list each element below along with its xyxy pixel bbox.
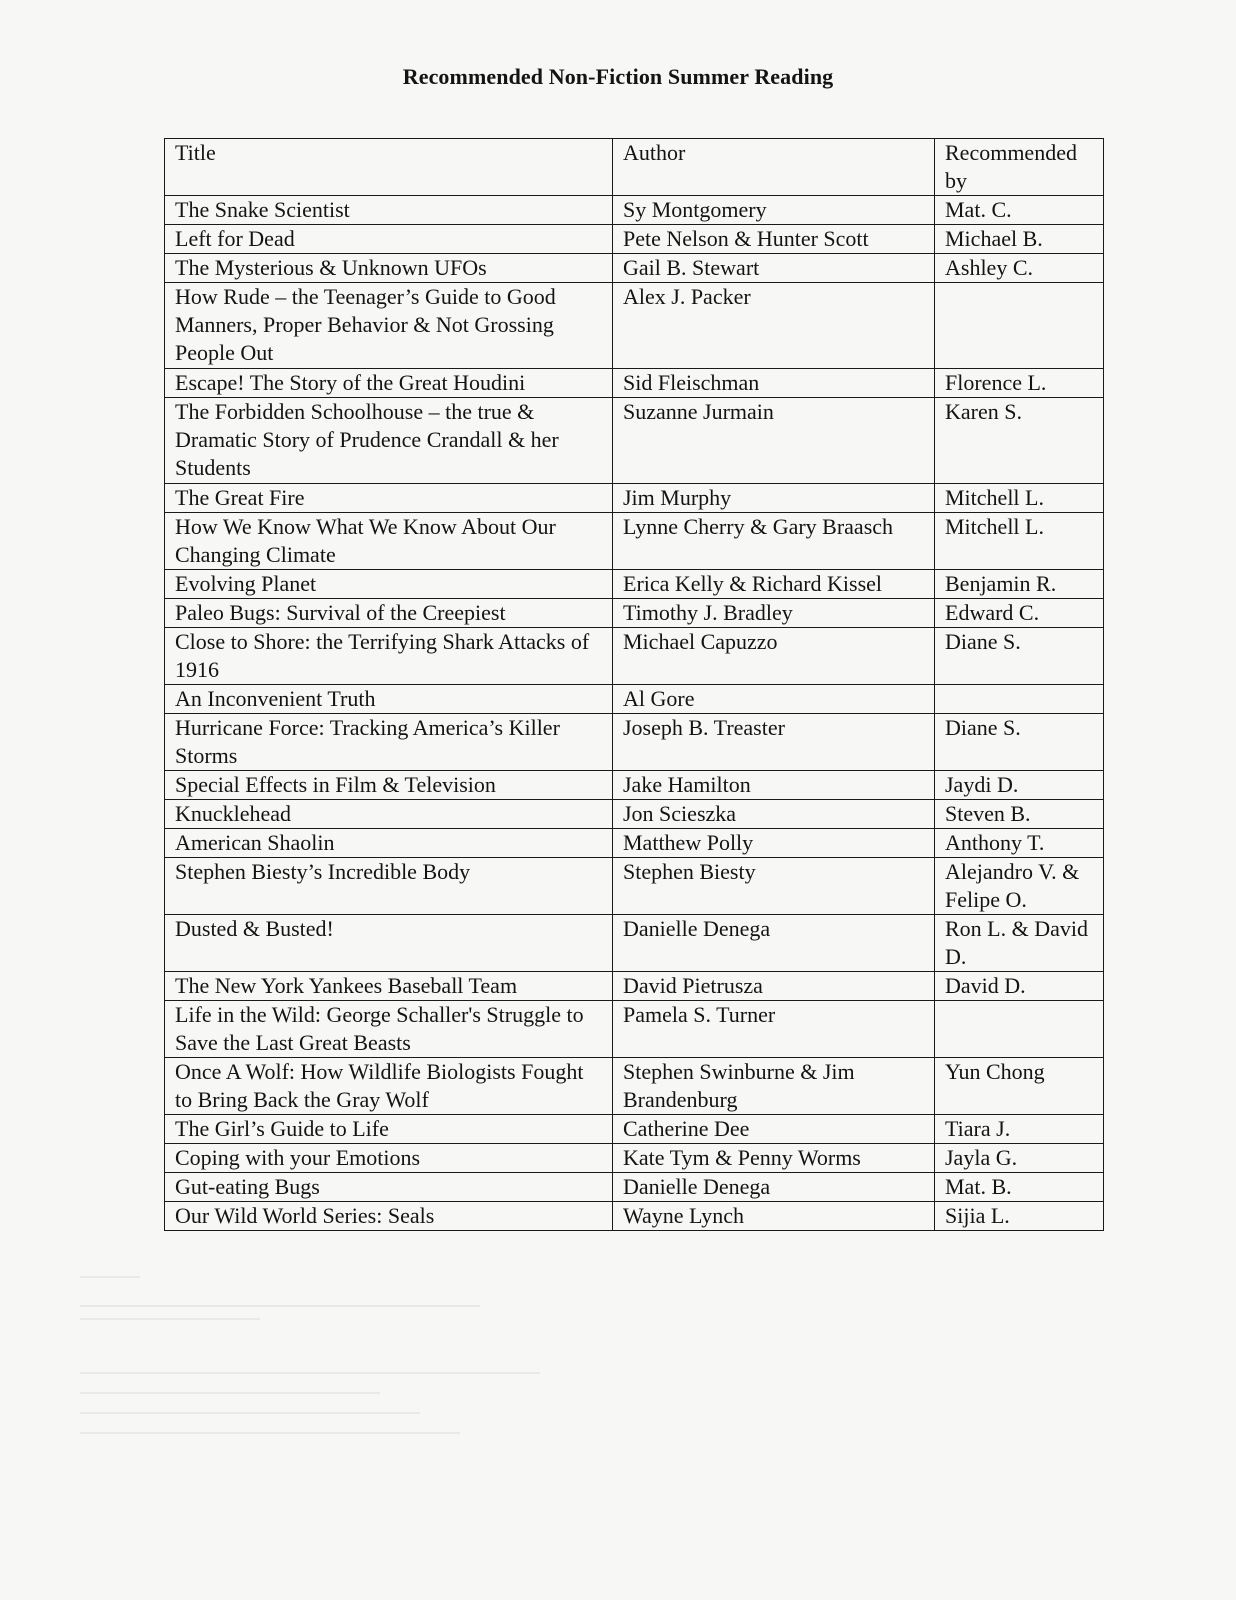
book-title: Our Wild World Series: Seals	[165, 1202, 613, 1231]
table-row	[165, 858, 1104, 915]
book-title: Life in the Wild: George Schaller's Struggle to Save the Last Great Beasts	[165, 1001, 613, 1058]
show-through-mark	[80, 1412, 420, 1414]
table-row	[165, 1001, 1104, 1058]
table-row	[165, 225, 1104, 254]
book-author: Stephen Biesty	[613, 858, 935, 915]
book-author: Stephen Swinburne & Jim Brandenburg	[613, 1058, 935, 1115]
book-title: Knucklehead	[165, 800, 613, 829]
table-row	[165, 915, 1104, 972]
page-title: Recommended Non-Fiction Summer Reading	[402, 64, 834, 89]
recommended-by: Mat. B.	[935, 1173, 1104, 1202]
book-author: Kate Tym & Penny Worms	[613, 1144, 935, 1173]
table-row	[165, 1173, 1104, 1202]
book-title: The Girl’s Guide to Life	[165, 1115, 613, 1144]
book-title: Hurricane Force: Tracking America’s Killer Storms	[165, 714, 613, 771]
recommended-by: Tiara J.	[935, 1115, 1104, 1144]
table-row	[165, 1144, 1104, 1173]
table-row	[165, 570, 1104, 599]
recommended-by: Yun Chong	[935, 1058, 1104, 1115]
book-author: Al Gore	[613, 685, 935, 714]
recommended-by: Jaydi D.	[935, 771, 1104, 800]
recommended-by	[935, 283, 1104, 369]
recommended-by: Mitchell L.	[935, 484, 1104, 513]
recommended-by: Florence L.	[935, 369, 1104, 398]
book-author: Joseph B. Treaster	[613, 714, 935, 771]
book-title: American Shaolin	[165, 829, 613, 858]
book-author: David Pietrusza	[613, 972, 935, 1001]
book-author: Jake Hamilton	[613, 771, 935, 800]
book-title: The Great Fire	[165, 484, 613, 513]
table-row	[165, 513, 1104, 570]
header-recommended: Recommended by	[935, 139, 1104, 196]
book-title: The Snake Scientist	[165, 196, 613, 225]
book-author: Wayne Lynch	[613, 1202, 935, 1231]
reading-list-table	[164, 138, 1104, 1231]
book-title: How Rude – the Teenager’s Guide to Good Manners, Proper Behavior & Not Grossing People Out	[165, 283, 613, 369]
book-title: An Inconvenient Truth	[165, 685, 613, 714]
book-title: Special Effects in Film & Television	[165, 771, 613, 800]
book-author: Lynne Cherry & Gary Braasch	[613, 513, 935, 570]
recommended-by: Steven B.	[935, 800, 1104, 829]
recommended-by: David D.	[935, 972, 1104, 1001]
show-through-mark	[80, 1305, 480, 1307]
recommended-by: Jayla G.	[935, 1144, 1104, 1173]
table-row	[165, 196, 1104, 225]
table-row	[165, 254, 1104, 283]
recommended-by: Diane S.	[935, 714, 1104, 771]
table-row	[165, 771, 1104, 800]
book-author: Sid Fleischman	[613, 369, 935, 398]
recommended-by: Benjamin R.	[935, 570, 1104, 599]
show-through-mark	[80, 1318, 260, 1320]
book-title: Close to Shore: the Terrifying Shark Attacks of 1916	[165, 628, 613, 685]
book-author: Michael Capuzzo	[613, 628, 935, 685]
recommended-by: Michael B.	[935, 225, 1104, 254]
book-author: Jon Scieszka	[613, 800, 935, 829]
recommended-by: Ashley C.	[935, 254, 1104, 283]
book-author: Pete Nelson & Hunter Scott	[613, 225, 935, 254]
book-title: The New York Yankees Baseball Team	[165, 972, 613, 1001]
book-title: How We Know What We Know About Our Changing Climate	[165, 513, 613, 570]
recommended-by: Diane S.	[935, 628, 1104, 685]
table-row	[165, 628, 1104, 685]
recommended-by: Karen S.	[935, 398, 1104, 484]
book-title: Paleo Bugs: Survival of the Creepiest	[165, 599, 613, 628]
table-row	[165, 714, 1104, 771]
book-title: The Forbidden Schoolhouse – the true & Dramatic Story of Prudence Crandall & her Students	[165, 398, 613, 484]
book-title: Escape! The Story of the Great Houdini	[165, 369, 613, 398]
recommended-by: Ron L. & David D.	[935, 915, 1104, 972]
book-title: The Mysterious & Unknown UFOs	[165, 254, 613, 283]
show-through-mark	[80, 1392, 380, 1394]
book-title: Coping with your Emotions	[165, 1144, 613, 1173]
book-title: Gut-eating Bugs	[165, 1173, 613, 1202]
recommended-by	[935, 1001, 1104, 1058]
recommended-by: Edward C.	[935, 599, 1104, 628]
show-through-mark	[80, 1372, 540, 1374]
table-row	[165, 829, 1104, 858]
book-author: Sy Montgomery	[613, 196, 935, 225]
table-row	[165, 685, 1104, 714]
recommended-by: Sijia L.	[935, 1202, 1104, 1231]
book-title: Once A Wolf: How Wildlife Biologists Fought to Bring Back the Gray Wolf	[165, 1058, 613, 1115]
book-author: Danielle Denega	[613, 1173, 935, 1202]
table-row	[165, 1202, 1104, 1231]
book-title: Dusted & Busted!	[165, 915, 613, 972]
table-row	[165, 1115, 1104, 1144]
book-author: Danielle Denega	[613, 915, 935, 972]
table-row	[165, 800, 1104, 829]
book-author: Catherine Dee	[613, 1115, 935, 1144]
book-author: Pamela S. Turner	[613, 1001, 935, 1058]
book-author: Alex J. Packer	[613, 283, 935, 369]
recommended-by: Alejandro V. & Felipe O.	[935, 858, 1104, 915]
book-title: Stephen Biesty’s Incredible Body	[165, 858, 613, 915]
table-row	[165, 599, 1104, 628]
recommended-by: Anthony T.	[935, 829, 1104, 858]
table-row	[165, 283, 1104, 369]
book-author: Matthew Polly	[613, 829, 935, 858]
table-row	[165, 398, 1104, 484]
table-row	[165, 972, 1104, 1001]
book-author: Gail B. Stewart	[613, 254, 935, 283]
show-through-mark	[80, 1276, 140, 1278]
table-header-row	[165, 139, 1104, 196]
book-author: Erica Kelly & Richard Kissel	[613, 570, 935, 599]
book-author: Suzanne Jurmain	[613, 398, 935, 484]
table-row	[165, 369, 1104, 398]
book-author: Jim Murphy	[613, 484, 935, 513]
header-author: Author	[613, 139, 935, 196]
header-title: Title	[165, 139, 613, 196]
recommended-by: Mat. C.	[935, 196, 1104, 225]
book-title: Left for Dead	[165, 225, 613, 254]
recommended-by	[935, 685, 1104, 714]
recommended-by: Mitchell L.	[935, 513, 1104, 570]
show-through-mark	[80, 1432, 460, 1434]
book-title: Evolving Planet	[165, 570, 613, 599]
table-row	[165, 1058, 1104, 1115]
book-author: Timothy J. Bradley	[613, 599, 935, 628]
table-row	[165, 484, 1104, 513]
